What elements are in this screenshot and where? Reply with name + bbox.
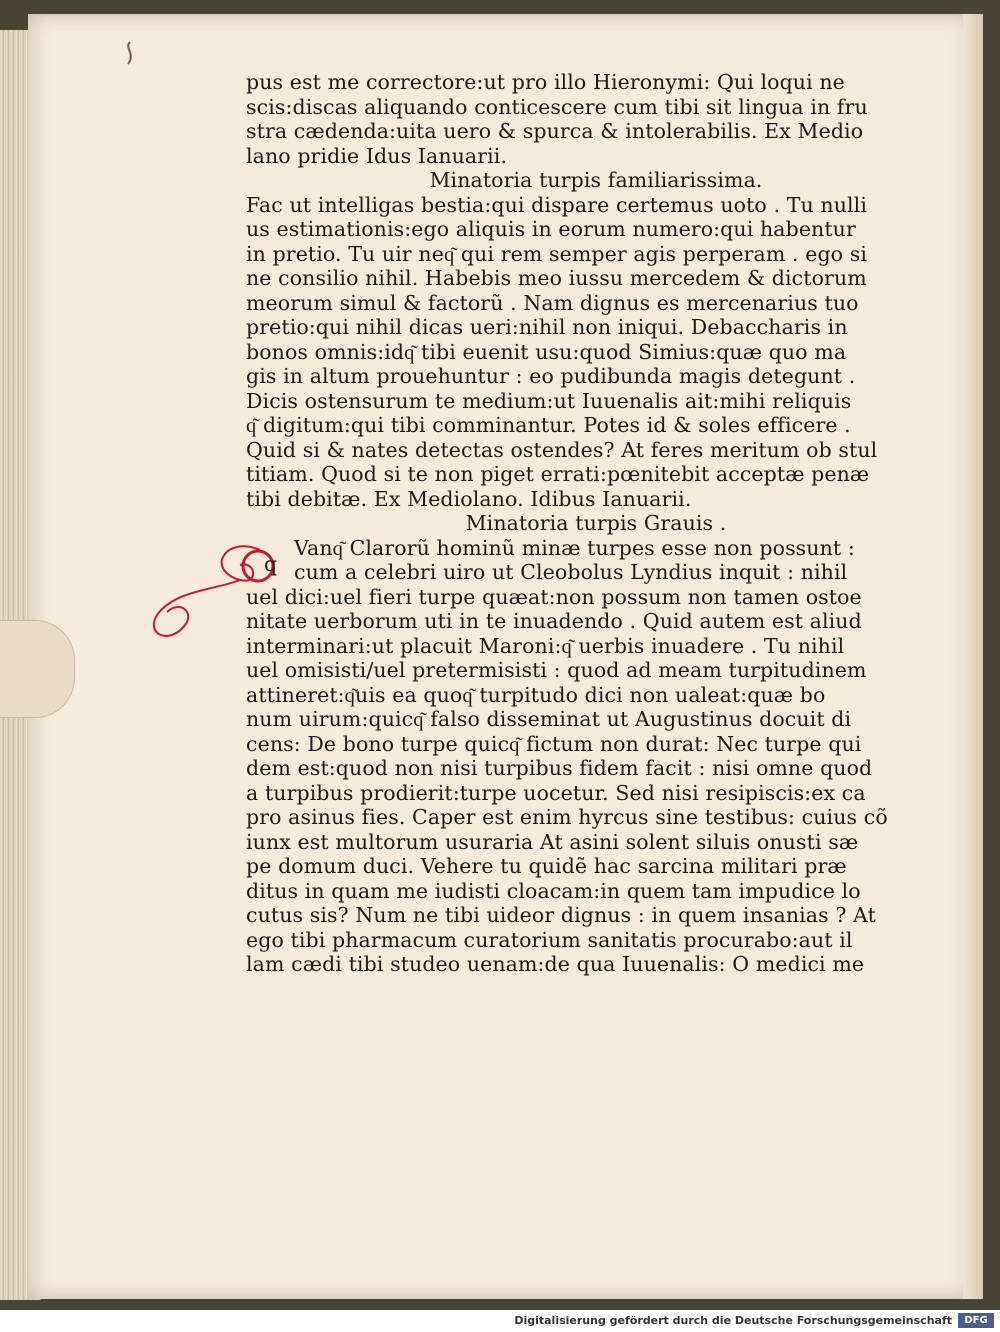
text-line: lam cædi tibi studeo uenam:de qua Iuuenalis: O medici me xyxy=(246,952,865,976)
text-line: Quid si & nates detectas ostendes? At feres meritum ob stul xyxy=(246,437,878,462)
text-line: Dicis ostensurum te medium:ut Iuuenalis ait:mihi reliquis xyxy=(246,388,852,413)
text-line: tibi debitæ. Ex Mediolano. Idibus Ianuarii. xyxy=(246,486,692,511)
dfg-logo-icon: DFG xyxy=(958,1313,994,1328)
text-line: us estimationis:ego aliquis in eorum numero:qui habentur xyxy=(246,217,856,241)
text-line: iunx est multorum usuraria At asini solent siluis onusti sæ xyxy=(246,829,859,854)
text-line: titiam. Quod si te non piget errati:pœnitebit acceptæ penæ xyxy=(246,462,870,486)
text-line: nitate uerborum uti in te inuadendo . Quid autem est aliud xyxy=(246,609,862,633)
text-line: lano pridie Idus Ianuarii. xyxy=(246,143,508,168)
body-text xyxy=(246,70,886,977)
text-line: pro asinus fies. Caper est enim hyrcus sine testibus: cuius cõ xyxy=(246,805,888,829)
text-line: bonos omnis:idq͂ tibi euenit usu:quod Simius:quæ quo ma xyxy=(246,339,847,364)
page-right-edge xyxy=(963,14,983,1299)
page-tab-marker xyxy=(0,620,75,718)
text-line: Fac ut intelligas bestia:qui dispare certemus uoto . Tu nulli xyxy=(246,192,867,217)
text-line: ego tibi pharmacum curatorium sanitatis procurabo:aut il xyxy=(246,927,853,952)
text-line: interminari:ut placuit Maroni:q͂ uerbis inuadere . Tu nihil xyxy=(246,633,845,658)
text-line: q͂ digitum:qui tibi comminantur. Potes id & soles efficere . xyxy=(246,413,851,437)
text-line: pus est me correctore:ut pro illo Hieronymi: Qui loqui ne xyxy=(246,70,845,94)
text-line: pretio:qui nihil dicas ueri:nihil non iniqui. Debaccharis in xyxy=(246,315,848,339)
text-line: num uirum:quicq͂ falso disseminat ut Augustinus docuit di xyxy=(246,707,852,731)
text-line: uel omisisti/uel pretermisisti : quod ad meam turpitudinem xyxy=(246,658,867,682)
text-line: Vanq͂ Clarorũ hominũ minæ turpes esse non possunt : xyxy=(294,535,855,560)
text-line: uel dici:uel fieri turpe quæat:non possum non tamen ostoe xyxy=(246,584,862,609)
text-line: meorum simul & factorũ . Nam dignus es mercenarius tuo xyxy=(246,290,859,315)
thread-mark xyxy=(120,40,150,70)
text-line: ne consilio nihil. Habebis meo iussu mercedem & dictorum xyxy=(246,266,867,290)
text-line: scis:discas aliquando conticescere cum tibi sit lingua in fru xyxy=(246,94,868,119)
text-line: stra cædenda:uita uero & spurca & intolerabilis. Ex Medio xyxy=(246,119,864,143)
text-line: pe domum duci. Vehere tu quidẽ hac sarcina militari præ xyxy=(246,854,847,878)
text-line: attineret:q͂uis ea quoq͂ turpitudo dici non ualeat:quæ bo xyxy=(246,682,826,707)
footer-credit: Digitalisierung gefördert durch die Deutsche Forschungsgemeinschaft xyxy=(514,1314,952,1327)
text-line: cens: De bono turpe quicq͂ fictum non durat: Nec turpe qui xyxy=(246,731,862,756)
text-line: ditus in quam me iudisti cloacam:in quem tam impudice lo xyxy=(246,878,861,903)
text-line: dem est:quod non nisi turpibus fidem facit : nisi omne quod xyxy=(246,756,873,780)
guide-letter-initial: q xyxy=(264,552,278,576)
text-line: cum a celebri uiro ut Cleobolus Lyndius inquit : nihil xyxy=(294,560,848,584)
section-heading: Minatoria turpis familiarissima. xyxy=(429,168,763,192)
text-line: in pretio. Tu uir neq͂ qui rem semper agis perperam . ego si xyxy=(246,241,867,266)
text-line: a turpibus prodierit:turpe uocetur. Sed nisi resipiscis:ex ca xyxy=(246,780,866,805)
section-heading: Minatoria turpis Grauis . xyxy=(465,511,727,535)
text-line: gis in altum prouehuntur : eo pudibunda magis detegunt . xyxy=(246,364,856,388)
text-line: cutus sis? Num ne tibi uideor dignus : in quem insanias ? At xyxy=(246,903,876,927)
